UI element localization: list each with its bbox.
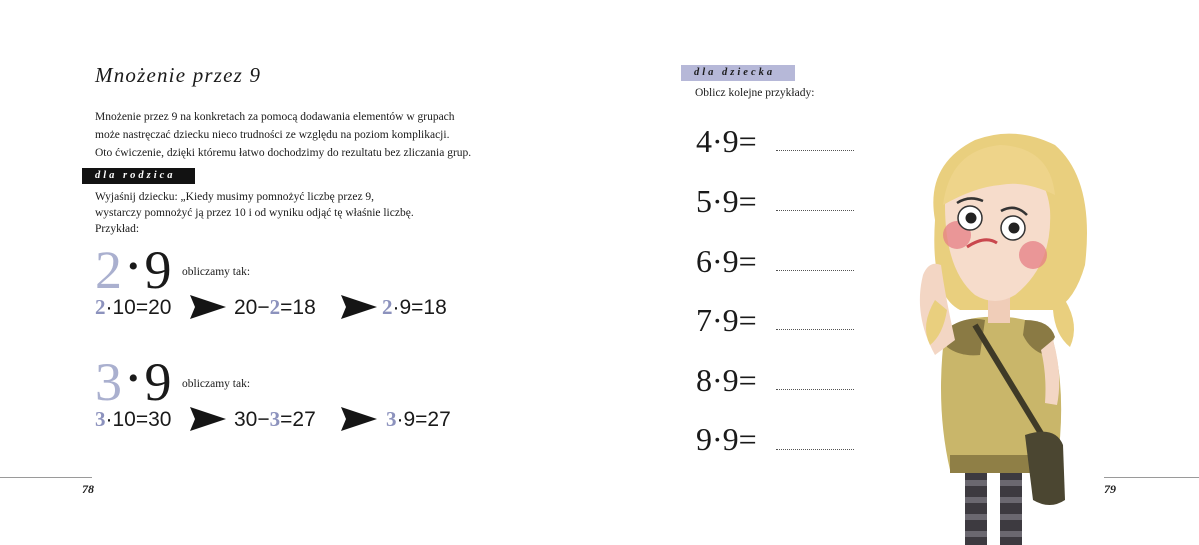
intro-line: Oto ćwiczenie, dzięki któremu łatwo dochodzimy do rezultatu bez zliczania grup.	[95, 147, 472, 159]
blonde-girl-with-bag-icon	[905, 125, 1105, 545]
step-factor: 3	[269, 407, 281, 431]
step-rest: ·9=18	[392, 296, 447, 319]
intro-line: może nastręczać dziecku nieco trudności ze względu na poziom komplikacji.	[95, 129, 450, 141]
page-number-left: 78	[82, 482, 94, 496]
child-tag: dla dziecka	[681, 65, 795, 81]
answer-blank[interactable]	[776, 270, 854, 271]
example-factor: 2	[95, 240, 122, 300]
task-equation: 4·9=	[696, 123, 757, 159]
arrow-right-icon	[189, 294, 227, 320]
step-factor: 2	[269, 295, 281, 319]
example-step	[382, 295, 447, 320]
step-rest: =27	[280, 408, 316, 431]
example-nine: 9	[144, 240, 172, 300]
footer-rule	[0, 477, 92, 478]
task-equation: 7·9=	[696, 302, 757, 338]
task-equation: 5·9=	[696, 183, 757, 219]
instruction-text	[95, 189, 535, 237]
arrow-right-icon	[340, 294, 378, 320]
task-equation: 8·9=	[696, 362, 757, 398]
example-step	[234, 295, 316, 320]
task-equation: 9·9=	[696, 421, 757, 457]
step-rest: ·10=30	[105, 408, 172, 431]
example-step	[386, 407, 451, 432]
instruction-line: wystarczy pomnożyć ją przez 10 i od wyniku odjąć tę właśnie liczbę.	[95, 207, 414, 219]
step-pre: 20−	[234, 296, 270, 319]
answer-blank[interactable]	[776, 449, 854, 450]
example-factor: 3	[95, 352, 122, 412]
answer-blank[interactable]	[776, 210, 854, 211]
multiply-dot: •	[128, 250, 139, 283]
example-heading	[95, 352, 172, 412]
arrow-right-icon	[189, 406, 227, 432]
intro-text	[95, 108, 535, 162]
arrow-right-icon	[340, 406, 378, 432]
footer-rule	[1104, 477, 1199, 478]
example-step	[95, 407, 171, 432]
page-title: Mnożenie przez 9	[95, 63, 262, 87]
example-nine: 9	[144, 352, 172, 412]
intro-line: Mnożenie przez 9 na konkretach za pomocą dodawania elementów w grupach	[95, 111, 455, 123]
parent-tag: dla rodzica	[82, 168, 195, 184]
instruction-line: Wyjaśnij dziecku: „Kiedy musimy pomnożyć liczbę przez 9,	[95, 191, 375, 203]
answer-blank[interactable]	[776, 150, 854, 151]
step-pre: 30−	[234, 408, 270, 431]
example-heading	[95, 240, 172, 300]
answer-blank[interactable]	[776, 329, 854, 330]
task-equation: 6·9=	[696, 243, 757, 279]
step-rest: ·10=20	[105, 296, 172, 319]
step-factor: 2	[95, 295, 106, 319]
multiply-dot: •	[128, 362, 139, 395]
example-note: obliczamy tak:	[182, 266, 251, 278]
answer-blank[interactable]	[776, 389, 854, 390]
step-factor: 2	[382, 295, 393, 319]
step-factor: 3	[386, 407, 397, 431]
step-factor: 3	[95, 407, 106, 431]
step-rest: =18	[280, 296, 316, 319]
instruction-line: Przykład:	[95, 223, 140, 235]
example-step	[95, 295, 171, 320]
example-step	[234, 407, 316, 432]
page-number-right: 79	[1104, 482, 1116, 496]
step-rest: ·9=27	[396, 408, 451, 431]
child-instruction: Oblicz kolejne przykłady:	[695, 87, 815, 99]
example-note: obliczamy tak:	[182, 378, 251, 390]
